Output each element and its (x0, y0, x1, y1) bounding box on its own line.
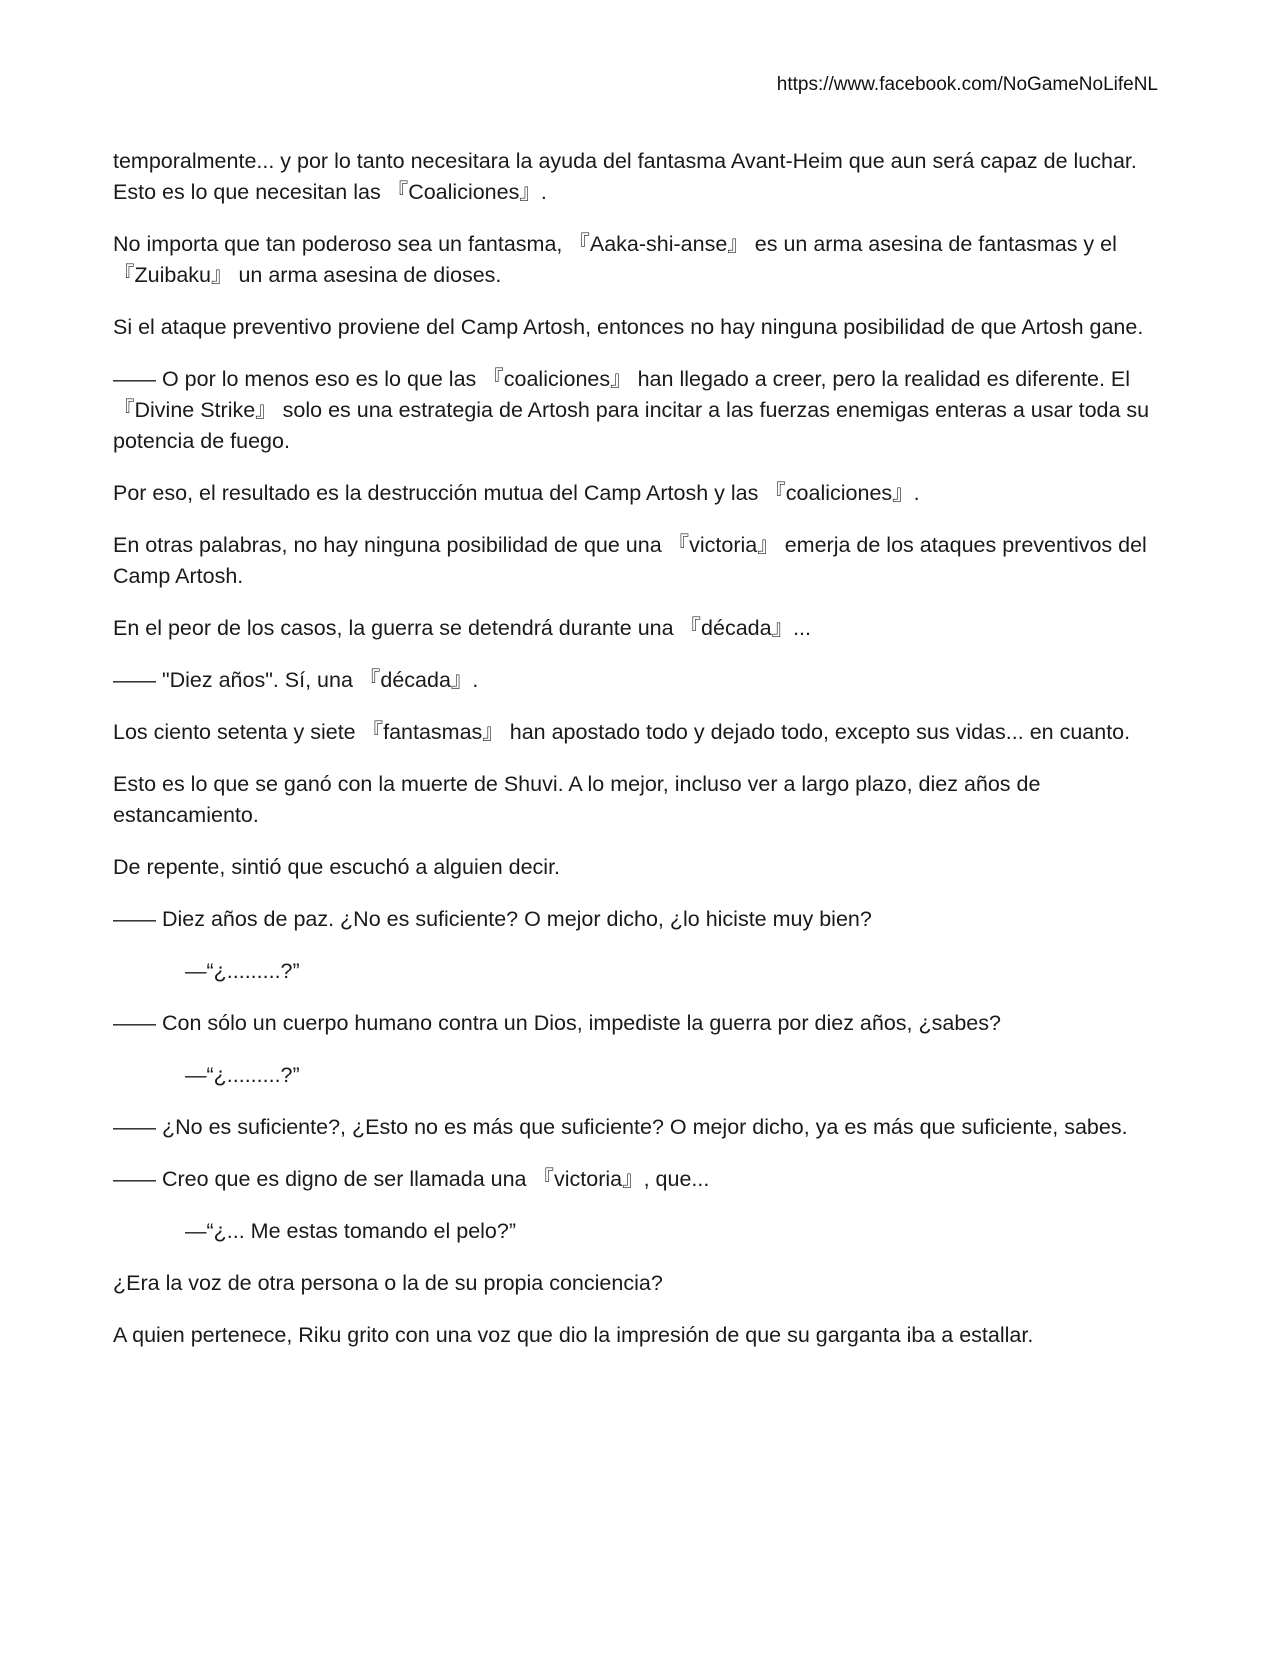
paragraph-18-indented: —“¿... Me estas tomando el pelo?” (185, 1219, 517, 1243)
paragraph-1: temporalmente... y por lo tanto necesitara la ayuda del fantasma Avant-Heim que aun será capaz de luchar. Esto es lo que necesitan las 『Coaliciones』. (113, 149, 1137, 204)
paragraph-16: —— ¿No es suficiente?, ¿Esto no es más que suficiente? O mejor dicho, ya es más que suficiente, sabes. (113, 1115, 1128, 1139)
paragraph-12: —— Diez años de paz. ¿No es suficiente? O mejor dicho, ¿lo hiciste muy bien? (113, 907, 872, 931)
page-header-url: https://www.facebook.com/NoGameNoLifeNL (776, 74, 1158, 95)
paragraph-13-indented: —“¿.........?” (185, 959, 300, 983)
paragraph-14: —— Con sólo un cuerpo humano contra un Dios, impediste la guerra por diez años, ¿sabes? (113, 1011, 1001, 1035)
paragraph-3: Si el ataque preventivo proviene del Camp Artosh, entonces no hay ninguna posibilidad de que Artosh gane. (113, 315, 1144, 339)
paragraph-10: Esto es lo que se ganó con la muerte de Shuvi. A lo mejor, incluso ver a largo plazo, diez años de estancamiento. (113, 772, 1041, 827)
paragraph-5: Por eso, el resultado es la destrucción mutua del Camp Artosh y las 『coaliciones』. (113, 481, 920, 505)
paragraph-4: —— O por lo menos eso es lo que las 『coaliciones』 han llegado a creer, pero la realidad es diferente. El 『Divine Strike』 solo es una estrategia de Artosh para incitar a las fuerzas enemigas enteras a usar toda su potencia de fuego. (113, 367, 1150, 453)
paragraph-19: ¿Era la voz de otra persona o la de su propia conciencia? (113, 1271, 663, 1295)
paragraph-11: De repente, sintió que escuchó a alguien decir. (113, 855, 561, 879)
paragraph-2: No importa que tan poderoso sea un fantasma, 『Aaka-shi-anse』 es un arma asesina de fantasmas y el 『Zuibaku』 un arma asesina de dioses. (113, 232, 1117, 287)
paragraph-7: En el peor de los casos, la guerra se detendrá durante una 『década』... (113, 616, 811, 640)
document-body (113, 146, 1173, 1372)
paragraph-17: —— Creo que es digno de ser llamada una 『victoria』, que... (113, 1167, 710, 1191)
paragraph-9: Los ciento setenta y siete 『fantasmas』 han apostado todo y dejado todo, excepto sus vidas... en cuanto. (113, 720, 1131, 744)
paragraph-6: En otras palabras, no hay ninguna posibilidad de que una 『victoria』 emerja de los ataques preventivos del Camp Artosh. (113, 533, 1147, 588)
paragraph-15-indented: —“¿.........?” (185, 1063, 300, 1087)
paragraph-20: A quien pertenece, Riku grito con una voz que dio la impresión de que su garganta iba a estallar. (113, 1323, 1034, 1347)
paragraph-8: —— "Diez años". Sí, una 『década』. (113, 668, 479, 692)
